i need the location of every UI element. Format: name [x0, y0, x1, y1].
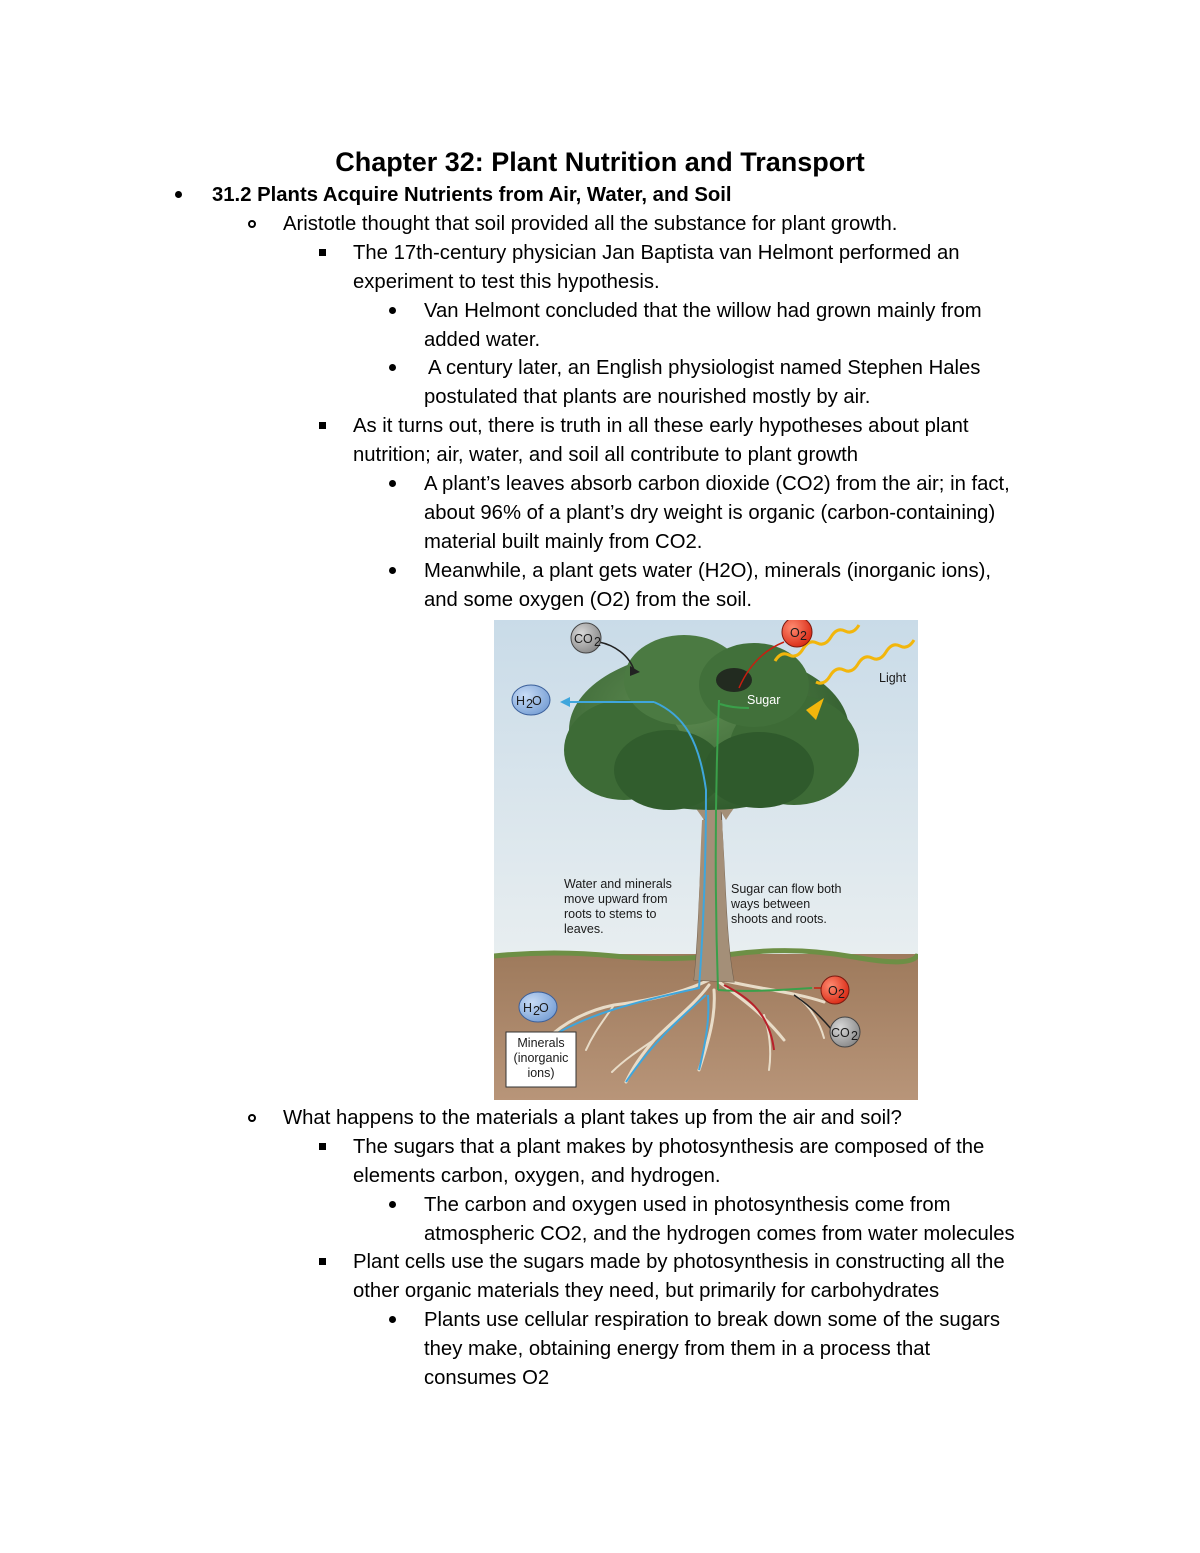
h2o-soil-ball	[519, 992, 557, 1022]
bullet-level3	[319, 1258, 326, 1265]
svg-text:Minerals: Minerals	[517, 1036, 565, 1050]
svg-text:shoots and roots.: shoots and roots.	[731, 912, 827, 926]
svg-text:Sugar can flow both: Sugar can flow both	[731, 882, 842, 896]
svg-text:2: 2	[800, 629, 807, 643]
text-line: consumes O2	[424, 1367, 550, 1389]
bullet-level3	[319, 1143, 326, 1150]
bullet-level3	[319, 422, 326, 429]
svg-text:O: O	[532, 694, 542, 708]
text-line: Van Helmont concluded that the willow had grown mainly from	[424, 300, 982, 322]
text-line: The 17th-century physician Jan Baptista van Helmont performed an	[353, 242, 960, 264]
text-line: postulated that plants are nourished mostly by air.	[424, 386, 871, 408]
svg-text:ways between: ways between	[731, 897, 811, 911]
plant-nutrition-diagram	[494, 620, 918, 1100]
text-line: experiment to test this hypothesis.	[353, 271, 660, 293]
text-line: Meanwhile, a plant gets water (H2O), minerals (inorganic ions),	[424, 560, 991, 582]
bullet-level4	[389, 307, 396, 314]
text-line: Aristotle thought that soil provided all the substance for plant growth.	[283, 213, 898, 235]
svg-text:2: 2	[838, 987, 845, 1001]
svg-text:roots to stems to: roots to stems to	[564, 907, 657, 921]
text-line: Plants use cellular respiration to break down some of the sugars	[424, 1309, 1001, 1331]
text-line: material built mainly from CO2.	[424, 531, 703, 553]
bullet-level1	[175, 191, 182, 198]
svg-text:H: H	[516, 694, 526, 708]
text-line: A plant’s leaves absorb carbon dioxide (CO2) from the air; in fact,	[424, 473, 1010, 495]
bullet-level3	[319, 249, 326, 256]
text-line: nutrition; air, water, and soil all contribute to plant growth	[353, 444, 859, 466]
svg-text:2: 2	[526, 697, 533, 711]
o2-soil-ball	[821, 976, 849, 1004]
svg-text:move upward from: move upward from	[564, 892, 668, 906]
svg-text:O: O	[790, 626, 800, 640]
bullet-level2	[248, 1114, 256, 1122]
bullet-level4	[389, 364, 396, 371]
text-line: other organic materials they need, but primarily for carbohydrates	[353, 1280, 940, 1302]
sugar-label: Sugar	[747, 693, 781, 707]
text-line: A century later, an English physiologist named Stephen Hales	[428, 357, 981, 379]
svg-text:O: O	[539, 1001, 549, 1015]
svg-text:CO: CO	[831, 1026, 850, 1040]
svg-text:leaves.: leaves.	[564, 922, 604, 936]
svg-text:O: O	[828, 984, 838, 998]
text-line: added water.	[424, 329, 541, 351]
text-line: elements carbon, oxygen, and hydrogen.	[353, 1165, 721, 1187]
page-title: Chapter 32: Plant Nutrition and Transport	[335, 147, 865, 177]
svg-text:(inorganic: (inorganic	[513, 1051, 569, 1065]
section-heading: 31.2 Plants Acquire Nutrients from Air, Water, and Soil	[212, 184, 732, 206]
text-line: atmospheric CO2, and the hydrogen comes from water molecules	[424, 1223, 1015, 1245]
bullet-level4	[389, 1316, 396, 1323]
light-label: Light	[879, 671, 907, 685]
text-line: they make, obtaining energy from them in a process that	[424, 1338, 931, 1360]
o2-top-ball	[782, 620, 812, 647]
bullet-level4	[389, 1201, 396, 1208]
bullet-level2	[248, 220, 256, 228]
svg-text:Water and minerals: Water and minerals	[564, 877, 672, 891]
svg-text:2: 2	[533, 1004, 540, 1018]
co2-top-ball	[571, 623, 601, 653]
minerals-box	[506, 1032, 576, 1087]
text-line: As it turns out, there is truth in all these early hypotheses about plant	[353, 415, 969, 437]
text-line: The carbon and oxygen used in photosynthesis come from	[424, 1194, 951, 1216]
h2o-top-ball	[512, 685, 550, 715]
text-line: about 96% of a plant’s dry weight is organic (carbon-containing)	[424, 502, 996, 524]
bullet-level4	[389, 567, 396, 574]
svg-text:CO: CO	[574, 632, 593, 646]
co2-soil-ball	[830, 1017, 860, 1047]
text-line: What happens to the materials a plant takes up from the air and soil?	[283, 1107, 902, 1129]
bullet-level4	[389, 480, 396, 487]
svg-text:ions): ions)	[527, 1066, 555, 1080]
text-line: Plant cells use the sugars made by photosynthesis in constructing all the	[353, 1251, 1005, 1273]
text-line: The sugars that a plant makes by photosynthesis are composed of the	[353, 1136, 985, 1158]
svg-text:2: 2	[594, 635, 601, 649]
svg-text:2: 2	[851, 1029, 858, 1043]
svg-text:H: H	[523, 1001, 533, 1015]
text-line: and some oxygen (O2) from the soil.	[424, 589, 753, 611]
